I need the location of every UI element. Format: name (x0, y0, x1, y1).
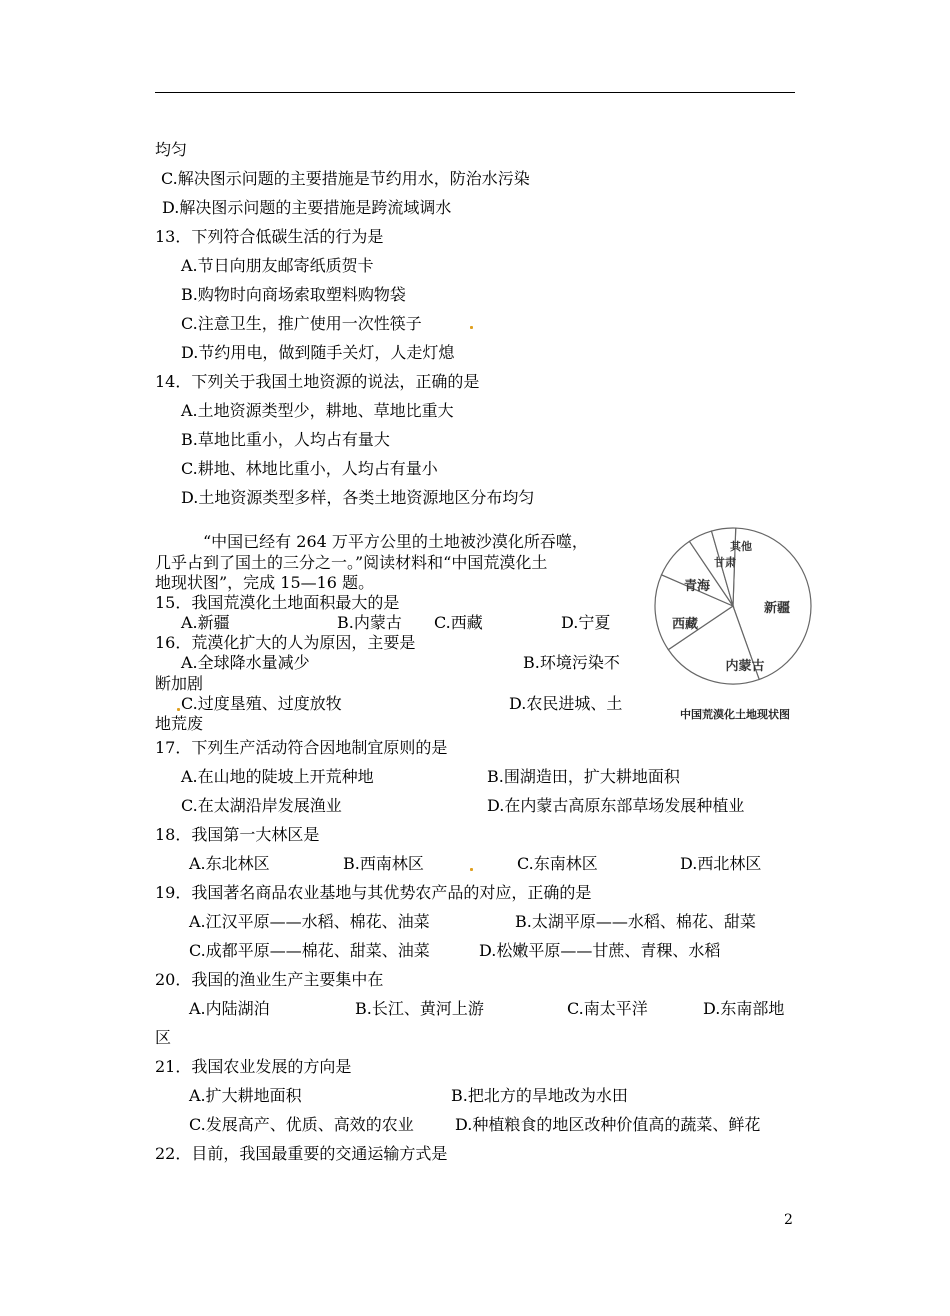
text-line: D.宁夏 (561, 613, 611, 632)
text-line: D.东南部地 (703, 999, 785, 1018)
text-line: B.围湖造田，扩大耕地面积 (487, 767, 680, 786)
text-line: B.草地比重小，人均占有量大 (181, 430, 390, 449)
pie-label: 青海 (683, 578, 711, 593)
text-line: C.南太平洋 (567, 999, 648, 1018)
pie-label: 甘肃 (714, 557, 736, 569)
text-line: B.环境污染不 (523, 653, 620, 672)
text-line: D.解决图示问题的主要措施是跨流域调水 (162, 198, 452, 217)
text-line: B.太湖平原——水稻、棉花、甜菜 (515, 912, 756, 931)
text-line: C.耕地、林地比重小，人均占有量小 (181, 459, 438, 478)
text-line: C.西藏 (434, 613, 483, 632)
text-line: 20．我国的渔业生产主要集中在 (155, 970, 384, 989)
text-line: A.内陆湖泊 (189, 999, 270, 1018)
text-line: B.购物时向商场索取塑料购物袋 (181, 285, 406, 304)
text-line: A.土地资源类型少，耕地、草地比重大 (181, 401, 454, 420)
text-line: C.在太湖沿岸发展渔业 (181, 796, 342, 815)
text-line: A.江汉平原——水稻、棉花、油菜 (189, 912, 430, 931)
text-line: A.在山地的陡坡上开荒种地 (181, 767, 374, 786)
text-line: 14．下列关于我国土地资源的说法，正确的是 (155, 372, 480, 391)
text-line: B.把北方的旱地改为水田 (451, 1086, 628, 1105)
text-line: A.全球降水量减少 (181, 653, 310, 672)
text-line: B.西南林区 (343, 854, 424, 873)
text-line: C.成都平原——棉花、甜菜、油菜 (189, 941, 430, 960)
text-line: 几乎占到了国土的三分之一。”阅读材料和“中国荒漠化土 (155, 553, 548, 572)
pie-label: 其他 (730, 541, 752, 553)
text-line: D.松嫩平原——甘蔗、青稞、水稻 (479, 941, 721, 960)
text-line: C.注意卫生，推广使用一次性筷子 (181, 314, 422, 333)
text-line: 18．我国第一大林区是 (155, 825, 320, 844)
text-line: 17．下列生产活动符合因地制宜原则的是 (155, 738, 448, 757)
text-line: 地荒废 (155, 714, 204, 733)
text-line: 断加剧 (155, 674, 204, 693)
text-line: D.种植粮食的地区改种价值高的蔬菜、鲜花 (455, 1115, 761, 1134)
text-line: A.扩大耕地面积 (189, 1086, 302, 1105)
header-rule (155, 92, 795, 93)
text-line: 区 (155, 1028, 172, 1047)
text-line: 15．我国荒漠化土地面积最大的是 (155, 593, 400, 612)
stray-dot (470, 868, 473, 871)
text-line: “中国已经有 264 万平方公里的土地被沙漠化所吞噬， (203, 532, 588, 551)
desertification-pie-chart (653, 512, 813, 727)
text-line: 22．目前，我国最重要的交通运输方式是 (155, 1144, 448, 1163)
text-line: 19．我国著名商品农业基地与其优势农产品的对应，正确的是 (155, 883, 592, 902)
text-line: A.节日向朋友邮寄纸质贺卡 (181, 256, 374, 275)
text-line: D.西北林区 (680, 854, 762, 873)
text-line: C.东南林区 (517, 854, 598, 873)
text-line: C.发展高产、优质、高效的农业 (189, 1115, 414, 1134)
pie-label: 新疆 (763, 600, 791, 615)
text-line: 21．我国农业发展的方向是 (155, 1057, 352, 1076)
page-number: 2 (784, 1212, 793, 1228)
text-line: D.农民进城、土 (509, 694, 623, 713)
pie-label: 西藏 (671, 616, 699, 631)
text-line: B.长江、黄河上游 (355, 999, 484, 1018)
text-line: 地现状图”，完成 15—16 题。 (155, 573, 375, 592)
text-line: B.内蒙古 (337, 613, 402, 632)
text-line: 16．荒漠化扩大的人为原因，主要是 (155, 633, 416, 652)
text-line: A.东北林区 (189, 854, 270, 873)
text-line: C.解决图示问题的主要措施是节约用水，防治水污染 (161, 169, 530, 188)
text-line: D.节约用电，做到随手关灯，人走灯熄 (181, 343, 455, 362)
stray-dot (470, 326, 473, 329)
text-line: 均匀 (155, 140, 188, 159)
figure-caption: 中国荒漠化土地现状图 (680, 709, 790, 721)
text-line: D.土地资源类型多样，各类土地资源地区分布均匀 (181, 488, 535, 507)
pie-label: 内蒙古 (725, 658, 765, 673)
text-line: A.新疆 (181, 613, 230, 632)
text-line: C.过度垦殖、过度放牧 (181, 694, 342, 713)
text-line: D.在内蒙古高原东部草场发展种植业 (487, 796, 745, 815)
stray-dot (177, 708, 180, 711)
text-line: 13．下列符合低碳生活的行为是 (155, 227, 384, 246)
